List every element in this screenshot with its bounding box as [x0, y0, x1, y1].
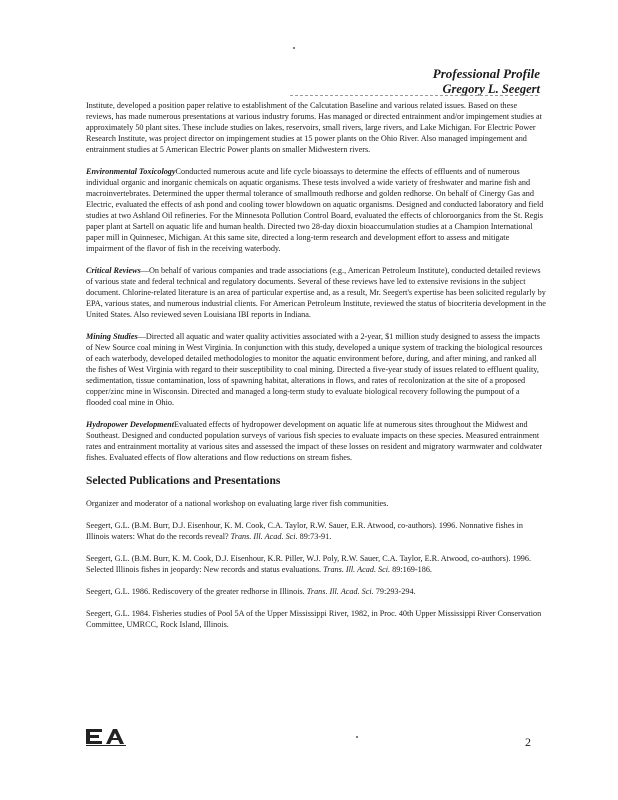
- journal-name: Trans. Ill. Acad. Sci.: [230, 532, 298, 541]
- citation-text: Seegert, G.L. (B.M. Burr, K. M. Cook, D.J. Eisenhour, K.R. Piller, W.J. Poly, R.W. Sauer, C.A. Taylor, E.R. Atwood, co-authors). 1996. Selected Illinois fishes in jeopardy: New records and status evaluations.: [86, 554, 532, 574]
- intro-paragraph: Institute, developed a position paper relative to establishment of the Calcutation Baseline and various related issues. Based on these reviews, has made numerous presentations at various industry forums. Has managed or directed entrainment and/or impingement studies at approximately 50 plant sites. These include studies on lakes, reservoirs, small rivers, large rivers, and Lake Michigan. For Electric Power Research Institute, was project director on impingement studies at 15 power plants on the Ohio River. Also managed impingement and entrainment studies at 5 American Electric Power plants on smaller Midwestern rivers.: [86, 101, 542, 154]
- ea-logo-icon: [86, 728, 126, 746]
- paragraph-lead: Environmental Toxicology: [86, 167, 176, 176]
- scan-speck: [356, 736, 358, 738]
- publication-item: [86, 608, 546, 630]
- paragraph-lead: Critical Reviews: [86, 266, 141, 275]
- citation-text: Seegert, G.L. 1984. Fisheries studies of Pool 5A of the Upper Mississippi River, 1982, in Proc. 40th Upper Mississippi River Conservation Committee, UMRCC, Rock Island, Illinois.: [86, 609, 542, 629]
- document-body: [86, 100, 546, 641]
- paragraph-lead: Mining Studies: [86, 332, 138, 341]
- paragraph-critical-reviews: [86, 265, 546, 320]
- publication-item: [86, 553, 546, 575]
- citation-pages: 89:169-186.: [390, 565, 432, 574]
- page-number: 2: [525, 735, 531, 749]
- header-name: Gregory L. Seegert: [442, 82, 540, 96]
- paragraph-text: —Directed all aquatic and water quality activities associated with a 2-year, $1 million study designed to assess the impacts of New Source coal mining in West Virginia. In conjunction with this study, developed a unique system of tracking the biological resources of each waterbody, developed detailed methodologies to monitor the aquatic environment before, during, and after mining, and ranked all the fishes of West Virginia with regard to their susceptibility to coal mining. Directed a five-year study of issues related to effluent quality, sedimentation, tissue contamination, loss of spawning habitat, alterations in flows, and rates of recolonization at the site of a proposed copper/zinc mine in Wisconsin. Directed and managed a long-term study to evaluate biological recovery following the pumpout of a flooded coal mine in Ohio.: [86, 332, 543, 407]
- paragraph-text: Evaluated effects of hydropower development on aquatic life at numerous sites throughout the Midwest and Southeast. Designed and conducted population surveys of various fish species to evaluate impacts on these species. Measured entrainment rates and entrainment mortality at various sites and assessed the impact of these losses on resident and migratory warmwater and coldwater fishes. Evaluated effects of flow alterations and flow reductions on stream fishes.: [86, 420, 543, 462]
- organizer-line: Organizer and moderator of a national workshop on evaluating large river fish communities.: [86, 499, 389, 508]
- paragraph-lead: Hydropower Development: [86, 420, 174, 429]
- citation-text: Seegert, G.L. (B.M. Burr, D.J. Eisenhour, K. M. Cook, C.A. Taylor, R.W. Sauer, E.R. Atwood, co-authors). 1996. Nonnative fishes in Illinois waters: What do the records reveal?: [86, 521, 524, 541]
- paragraph-mining-studies: [86, 331, 546, 408]
- journal-name: Trans. Ill. Acad. Sci.: [306, 587, 374, 596]
- citation-text: Seegert, G.L. 1986. Rediscovery of the greater redhorse in Illinois.: [86, 587, 307, 596]
- paragraph-text: —On behalf of various companies and trade associations (e.g., American Petroleum Institute), conducted detailed reviews of various state and federal technical and regulatory documents. Several of these reviews have led to extensive revisions in the subject document. Chlorine-related literature is an area of particular expertise and, as a result, Mr. Seegert's expertise has been solicited regularly by EPA, various states, and numerous industrial clients. For American Petroleum Institute, reviewed the status of biocriteria development in the United States. Also reviewed seven Louisiana IBI reports in Indiana.: [86, 266, 546, 319]
- scan-speck: [293, 47, 295, 49]
- page-header: [433, 66, 540, 96]
- header-title: Professional Profile: [432, 66, 540, 81]
- paragraph-environmental-toxicology: [86, 166, 546, 254]
- paragraph-text: Conducted numerous acute and life cycle bioassays to determine the effects of effluents and of numerous individual organic and inorganic chemicals on aquatic organisms. These tests involved a wide variety of freshwater and marine fish and macroinvertebrates. Determined the upper thermal tolerance of smallmouth redhorse and golden redhorse. On behalf of Cinergy Gas and Electric, evaluated the effects of ash pond and cooling tower blowdown on aquatic organisms. Designed and conducted laboratory and field studies at two Ashland Oil refineries. For the Minnesota Pollution Control Board, evaluated the effects of chloroorganics from the St. Regis paper plant at Sartell on aquatic life and human health. Directed two 28-day dioxin bioaccumulation studies at a Champion International paper mill in Quinnesec, Michigan. At this same site, directed a long-term research and development effort to assess and mitigate impairment of the flavor of fish in the receiving waterbody.: [86, 167, 544, 253]
- publication-item: [86, 586, 546, 597]
- citation-pages: 79:293-294.: [373, 587, 416, 596]
- header-rule: [290, 95, 538, 96]
- journal-name: Trans. Ill. Acad. Sci.: [323, 565, 391, 574]
- paragraph-hydropower-development: [86, 419, 546, 463]
- citation-pages: 89:73-91.: [297, 532, 332, 541]
- section-title: Selected Publications and Presentations: [86, 475, 281, 487]
- publication-item: [86, 520, 546, 542]
